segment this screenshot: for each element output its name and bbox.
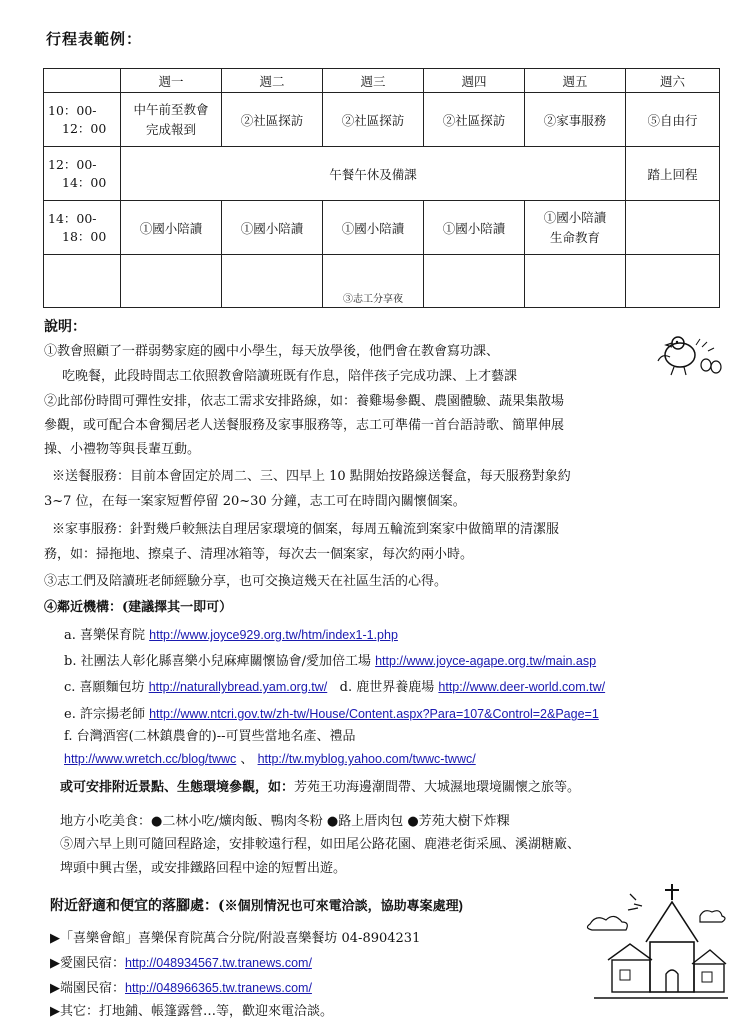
schedule-cell: ⑤自由行 — [626, 93, 720, 147]
table-header-row — [44, 69, 720, 93]
note-line: ⑤周六早上則可隨回程路途，安排較遠行程，如田尾公路花園、鹿港老街采風、溪湖糖廠、 — [60, 837, 581, 852]
note-line: ※家事服務：針對幾戶較無法自理居家環境的個案，每周五輪流到案家中做簡單的清潔服 — [52, 522, 560, 537]
schedule-cell: 踏上回程 — [626, 147, 720, 201]
time-cell: 10：00- 12：00 — [44, 93, 121, 147]
schedule-cell — [525, 255, 626, 308]
note-line: 吃晚餐，此段時間志工依照教會陪讀班既有作息，陪伴孩子完成功課、上才藝課 — [62, 369, 518, 384]
day-header: 週二 — [222, 69, 323, 93]
table-row — [44, 201, 720, 255]
schedule-cell: ②家事服務 — [525, 93, 626, 147]
time-cell: 12：00- 14：00 — [44, 147, 121, 201]
schedule-cell — [626, 255, 720, 308]
day-header: 週五 — [525, 69, 626, 93]
note-line: 務，如：掃拖地、擦桌子、清理冰箱等，每次去一個案家，每次約兩小時。 — [44, 547, 474, 562]
lodging-item: ▶「喜樂會館」喜樂保育院萬合分院/附設喜樂餐坊 04-8904231 — [50, 931, 421, 946]
schedule-cell — [121, 255, 222, 308]
note-line: 埤頭中興古堡，或安排鐵路回程中途的短暫出遊。 — [60, 861, 347, 876]
lodging-item: ▶愛園民宿：http://048934567.tw.tranews.com/ — [50, 956, 312, 971]
lodging-item: ▶端園民宿：http://048966365.tw.tranews.com/ — [50, 981, 312, 996]
snack-line: 地方小吃美食：●二林小吃/爌肉飯、鴨肉冬粉 ●路上厝肉包 ●芳苑大樹下炸粿 — [60, 814, 510, 829]
schedule-cell: ①國小陪讀 — [222, 201, 323, 255]
org-item: e. 許宗揚老師 http://www.ntcri.gov.tw/zh-tw/House/Content.aspx?Para=107&Control=2&Page=1 — [64, 707, 599, 722]
church-illustration-icon — [584, 880, 734, 1020]
org-link[interactable]: http://www.wretch.cc/blog/twwc — [64, 752, 237, 766]
lodging-heading: 附近舒適和便宜的落腳處：(※個別情況也可來電洽談，協助專案處理) — [50, 898, 463, 914]
notes-heading: 說明： — [44, 319, 86, 335]
org-item: f. 台灣酒窖(二林鎮農會的)--可買些當地名產、禮品 — [64, 729, 356, 744]
org-link[interactable]: http://tw.myblog.yahoo.com/twwc-twwc/ — [257, 752, 476, 766]
org-link[interactable]: http://naturallybread.yam.org.tw/ — [148, 680, 328, 694]
schedule-table — [43, 68, 720, 308]
corner-cell — [44, 69, 121, 93]
chick-illustration-icon — [650, 327, 728, 379]
schedule-cell: ②社區探訪 — [323, 93, 424, 147]
lodging-link[interactable]: http://048934567.tw.tranews.com/ — [125, 956, 312, 970]
schedule-cell: ①國小陪讀 — [424, 201, 525, 255]
org-item: http://www.wretch.cc/blog/twwc 、 http://tw.myblog.yahoo.com/twwc-twwc/ — [64, 752, 476, 767]
time-cell — [44, 255, 121, 308]
schedule-cell — [626, 201, 720, 255]
schedule-cell: ③志工分享夜 — [323, 255, 424, 308]
schedule-cell: ②社區探訪 — [424, 93, 525, 147]
org-item: c. 喜願麵包坊 http://naturallybread.yam.org.tw/ d. 鹿世界養鹿場 http://www.deer-world.com.tw/ — [64, 680, 606, 695]
schedule-cell: ①國小陪讀 生命教育 — [525, 201, 626, 255]
table-row — [44, 93, 720, 147]
table-row — [44, 255, 720, 308]
scenic-line: 或可安排附近景點、生態環境參觀，如：芳苑王功海邊潮間帶、大城濕地環境關懷之旅等。 — [60, 780, 581, 795]
day-header: 週一 — [121, 69, 222, 93]
page-title: 行程表範例： — [46, 30, 143, 48]
day-header: 週六 — [626, 69, 720, 93]
schedule-cell — [424, 255, 525, 308]
schedule-cell: ①國小陪讀 — [323, 201, 424, 255]
org-link[interactable]: http://www.joyce-agape.org.tw/main.asp — [375, 654, 597, 668]
org-link[interactable]: http://www.joyce929.org.tw/htm/index1-1.php — [149, 628, 398, 642]
schedule-cell — [222, 255, 323, 308]
note-line: ①教會照顧了一群弱勢家庭的國中小學生，每天放學後，他們會在教會寫功課、 — [44, 344, 500, 359]
org-link[interactable]: http://www.ntcri.gov.tw/zh-tw/House/Content.aspx?Para=107&Control=2&Page=1 — [149, 707, 599, 721]
note-line: 3~7 位，在每一案家短暫停留 20~30 分鐘，志工可在時間內關懷個案。 — [44, 494, 466, 509]
schedule-cell: ②社區探訪 — [222, 93, 323, 147]
day-header: 週三 — [323, 69, 424, 93]
note-line: 操、小禮物等與長輩互動。 — [44, 442, 201, 457]
lodging-item: ▶其它：打地鋪、帳篷露營…等，歡迎來電洽談。 — [50, 1004, 333, 1019]
org-item: b. 社團法人彰化縣喜樂小兒麻痺關懷協會/愛加倍工場 http://www.joyce-agape.org.tw/main.asp — [64, 654, 597, 669]
lodging-link[interactable]: http://048966365.tw.tranews.com/ — [125, 981, 312, 995]
time-cell: 14：00- 18：00 — [44, 201, 121, 255]
schedule-cell: 中午前至教會完成報到 — [121, 93, 222, 147]
nearby-orgs-heading: ④鄰近機構：(建議擇其一即可） — [44, 600, 233, 615]
note-line: ③志工們及陪讀班老師經驗分享，也可交換這幾天在社區生活的心得。 — [44, 574, 448, 589]
lunch-cell: 午餐午休及備課 — [121, 147, 626, 201]
note-line: ②此部份時間可彈性安排，依志工需求安排路線，如：養雞場參觀、農園體驗、蔬果集散場 — [44, 394, 565, 409]
org-item: a. 喜樂保育院 http://www.joyce929.org.tw/htm/index1-1.php — [64, 628, 398, 643]
note-line: 參觀，或可配合本會獨居老人送餐服務及家事服務等，志工可準備一首台語詩歌、簡單伸展 — [44, 418, 565, 433]
org-link[interactable]: http://www.deer-world.com.tw/ — [438, 680, 606, 694]
schedule-cell: ①國小陪讀 — [121, 201, 222, 255]
note-line: ※送餐服務：目前本會固定於周二、三、四早上 10 點開始按路線送餐盒，每天服務對象約 — [52, 469, 571, 484]
table-row — [44, 147, 720, 201]
day-header: 週四 — [424, 69, 525, 93]
